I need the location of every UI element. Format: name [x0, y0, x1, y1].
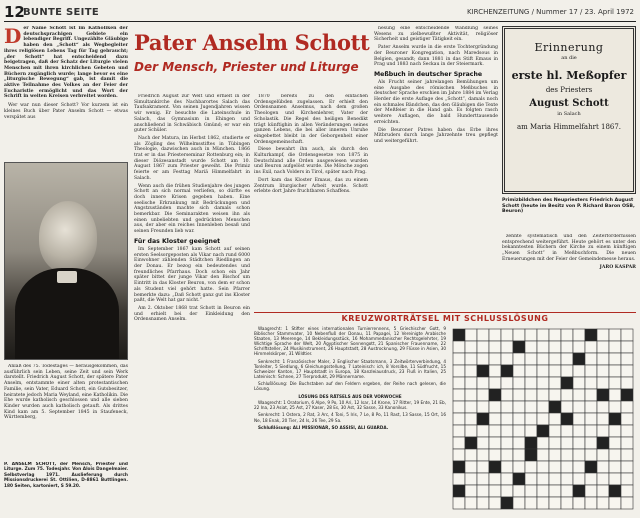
- card-line: des Priesters: [545, 86, 593, 94]
- crossword-cell: [621, 413, 633, 425]
- crossword-cell: [561, 485, 573, 497]
- crossword-cell: [525, 401, 537, 413]
- solution-down: Senkrecht: 1 Ostera, 2 Rat, 3 Arc, 4 Toni, 5 Iris, 7 Le, 8 Po, 11 Rast, 13 Sasse, 15 Ort, 16 Ne, 18 Enak, 20 Tier, 24 Is, 26 Tee, 29 Sa.: [254, 412, 446, 423]
- crossword-cell: [597, 497, 609, 509]
- crossword-cell: [537, 497, 549, 509]
- crossword-cell: [501, 425, 513, 437]
- crossword-cell: [561, 341, 573, 353]
- crossword-block: [525, 437, 537, 449]
- crossword-cell: [513, 365, 525, 377]
- crossword-cell: [489, 341, 501, 353]
- crossword-cell: [489, 413, 501, 425]
- article-intro: [4, 26, 128, 160]
- portrait-collar: [57, 271, 77, 283]
- book-info-caption: P. ANSELM SCHOTT, der Mensch, Priester und Liturge. Zum 75. Todesjahr. Von Alois Dangelmaier. Selbstverlag 1971. Auslieferung durch Missionsdruckerei St. Ottilien, D-8861 Buttlingen. 180 Seiten, kartoniert, S 59.20.: [4, 462, 128, 489]
- crossword-cell: [585, 401, 597, 413]
- crossword-cell: [525, 329, 537, 341]
- crossword-cell: [489, 437, 501, 449]
- clues-instruction: Schlußlösung: Die Buchstaben auf den Feldern ergeben, der Reihe nach gelesen, die Lösung.: [254, 380, 446, 392]
- crossword-block: [453, 485, 465, 497]
- crossword-cell: [465, 341, 477, 353]
- crossword-cell: [609, 461, 621, 473]
- crossword-cell: [501, 461, 513, 473]
- crossword-cell: [609, 329, 621, 341]
- column-4-paragraph: Die Beuroner Patres haben das Erbe ihres Mitbruders durch lange Jahrzehnte treu gepflegt und weitergeführt.: [374, 127, 498, 144]
- column-3: [254, 94, 368, 310]
- crossword-cell: [501, 485, 513, 497]
- crossword-cell: [501, 401, 513, 413]
- crossword-cell: [561, 473, 573, 485]
- crossword-block: [489, 389, 501, 401]
- crossword-cell: [537, 341, 549, 353]
- crossword-cell: [537, 473, 549, 485]
- crossword-cell: [609, 497, 621, 509]
- crossword-cell: [561, 353, 573, 365]
- column-2-subhead: Für das Kloster geeignet: [134, 237, 221, 245]
- crossword-cell: [513, 485, 525, 497]
- crossword-cell: [513, 377, 525, 389]
- crossword-cell: [453, 353, 465, 365]
- crossword-cell: [573, 413, 585, 425]
- crossword-cell: [513, 497, 525, 509]
- page-header: [4, 4, 636, 22]
- crossword-cell: [501, 413, 513, 425]
- crossword-cell: [597, 413, 609, 425]
- crossword-block: [501, 497, 513, 509]
- crossword-cell: [561, 389, 573, 401]
- crossword-cell: [597, 353, 609, 365]
- crossword-cell: [453, 497, 465, 509]
- crossword-cell: [501, 329, 513, 341]
- crossword-cell: [477, 461, 489, 473]
- solution-across: Waagrecht: 1 Oratorium, 6 Alpe, 9 Po, 10 Ari, 12 Isar, 14 Krone, 17 Ritter, 19 Ente, 21 Eb, 22 Ina, 23 Asiat, 25 Ast, 27 Kaser, 28 Es, 30 Ast, 32 Sasse, 33 Kanonikus.: [254, 400, 446, 411]
- crossword-cell: [525, 389, 537, 401]
- crossword-cell: [501, 473, 513, 485]
- crossword-cell: [609, 389, 621, 401]
- crossword-cell: [549, 461, 561, 473]
- crossword-cell: [489, 497, 501, 509]
- crossword-cell: [525, 473, 537, 485]
- crossword-cell: [513, 389, 525, 401]
- crossword-cell: [585, 413, 597, 425]
- crossword-cell: [453, 377, 465, 389]
- crossword-cell: [585, 353, 597, 365]
- crossword-cell: [465, 425, 477, 437]
- crossword-cell: [489, 473, 501, 485]
- crossword-cell: [477, 485, 489, 497]
- crossword-cell: [549, 449, 561, 461]
- crossword-cell: [549, 437, 561, 449]
- crossword-cell: [597, 449, 609, 461]
- crossword-block: [513, 473, 525, 485]
- crossword-cell: [609, 473, 621, 485]
- crossword-cell: [477, 377, 489, 389]
- column-1-lower: [4, 364, 128, 460]
- crossword-cell: [501, 449, 513, 461]
- crossword-cell: [621, 461, 633, 473]
- crossword-cell: [609, 437, 621, 449]
- column-4-paragraph: Als Frucht seiner jahrelangen Bemühungen um eine Ausgabe des römischen Meßbuches in deutscher Sprache erschien im Jahre 1884 im Verlag Herder die erste Auflage des „Schott“, damals noch ein schmales Bändchen, das den Gläubigen die Texte der Meßfeier in die Hand gab. Es folgten rasch weitere Auflagen, die bald Hunderttausende erreichten.: [374, 79, 498, 125]
- crossword-block: [477, 413, 489, 425]
- crossword-block: [597, 437, 609, 449]
- final-solution: Schlußlösung: ALI MISSIONAR, SO ASSISI, ALI GUARDA.: [258, 424, 389, 430]
- crossword-cell: [501, 353, 513, 365]
- crossword-cell: [525, 461, 537, 473]
- crossword-cell: [573, 377, 585, 389]
- crossword-cell: [453, 413, 465, 425]
- crossword-block: [609, 485, 621, 497]
- crossword-cell: [525, 377, 537, 389]
- crossword-cell: [501, 389, 513, 401]
- crossword-cell: [513, 425, 525, 437]
- crossword-cell: [489, 425, 501, 437]
- crossword-cell: [573, 437, 585, 449]
- crossword-cell: [621, 377, 633, 389]
- crossword-cell: [573, 449, 585, 461]
- crossword-clues: [254, 326, 446, 514]
- card-caption: Primizbildchen des Neupriesters Friedrich August Schott (heute im Besitz von P. Richard Baron OSB, Beuron): [502, 198, 635, 215]
- crossword-cell: [573, 341, 585, 353]
- column-4-paragraph: nesung eine entscheidende Wandlung seines Wesens zu zielbewußter Aktivität, religiöser Sicherheit und geistiger Tätigkeit ein.: [374, 26, 498, 43]
- crossword-cell: [621, 425, 633, 437]
- crossword-cell: [573, 461, 585, 473]
- crossword-block: [561, 377, 573, 389]
- crossword-cell: [561, 401, 573, 413]
- crossword-block: [525, 449, 537, 461]
- solution-heading: LÖSUNG DES RÄTSELS AUS DER VORWOCHE: [298, 394, 402, 400]
- article-title: Pater Anselm Schott: [134, 30, 370, 55]
- crossword-block: [453, 461, 465, 473]
- crossword-cell: [549, 365, 561, 377]
- crossword-cell: [549, 341, 561, 353]
- crossword-cell: [609, 401, 621, 413]
- crossword-cell: [549, 329, 561, 341]
- crossword-cell: [489, 353, 501, 365]
- section-title: BUNTE SEITE: [23, 7, 99, 18]
- crossword-cell: [549, 377, 561, 389]
- portrait-head: [39, 201, 97, 273]
- crossword-cell: [525, 485, 537, 497]
- crossword-cell: [597, 365, 609, 377]
- crossword-cell: [537, 353, 549, 365]
- crossword-cell: [609, 365, 621, 377]
- crossword-cell: [585, 341, 597, 353]
- crossword-cell: [549, 473, 561, 485]
- crossword-cell: [561, 461, 573, 473]
- crossword-block: [609, 413, 621, 425]
- crossword-cell: [621, 365, 633, 377]
- crossword-cell: [453, 389, 465, 401]
- crossword-cell: [477, 437, 489, 449]
- crossword-cell: [525, 413, 537, 425]
- crossword-title: KREUZWORTRÄTSEL MIT SCHLUSSLÖSUNG: [254, 312, 636, 324]
- crossword-cell: [585, 437, 597, 449]
- crossword-cell: [561, 365, 573, 377]
- crossword-cell: [453, 473, 465, 485]
- intro-text: er Name Schott ist im Katholiken der deutschsprachigen Gebiete ein lebendiger Begriff. Ungezählte Gläubige haben den „Schott“ als Wegbegleiter ihres religiösen Lebens Tag für Tag gebraucht; „der Schott“ hat entscheidend dazu beigetragen, daß der Schatz der Liturgie vielen Menschen mit ihren kirchlichen Gebeten und Büchern zugänglich wurde; lange bevor es eine „liturgische Bewegung“ gab, ist damit die aktive Teilnahme des Volkes an der Feier der Eucharistie ermöglicht und das Wort der Schrift in weiten Kreisen verbreitet worden.: [4, 26, 128, 100]
- crossword-block: [489, 461, 501, 473]
- crossword-cell: [585, 389, 597, 401]
- crossword-cell: [561, 497, 573, 509]
- crossword-cell: [513, 437, 525, 449]
- crossword-cell: [561, 449, 573, 461]
- crossword-block: [477, 365, 489, 377]
- crossword-cell: [585, 497, 597, 509]
- crossword-cell: [525, 341, 537, 353]
- crossword-cell: [573, 389, 585, 401]
- column-2: [134, 94, 250, 504]
- crossword-cell: [621, 437, 633, 449]
- primiz-card: [502, 26, 636, 194]
- crossword-cell: [585, 365, 597, 377]
- page-number: 12: [4, 3, 25, 21]
- crossword-cell: [537, 401, 549, 413]
- crossword-cell: [525, 353, 537, 365]
- crossword-block: [597, 389, 609, 401]
- card-line: August Schott: [529, 98, 609, 109]
- crossword-cell: [621, 497, 633, 509]
- crossword-cell: [585, 473, 597, 485]
- clues-across: Waagrecht: 1 Stifter eines internationalen Turnierrennens, 5 Griechischer Gott, 9 Biblischer Stammvater, 10 Nebenfluß der Donau, 11 Papagei, 12 Vereinigte Arabische Staaten, 13 Meerenge, 14 Bekleidungsstück, 16 Mohammedanischer Rechtsgelehrter, 19 Wichtige Sprache der Welt, 20 Ägyptischer Sonnengott, 21 Spanischer Frauenname, 22 Schriftsteller, 24 Musikinstrument, 26 Hauptstadt, 28 Austrocknung, 29 Flüsse in Asien, 30 Himmelskörper, 31 Wildtier.: [254, 326, 446, 357]
- crossword-cell: [561, 437, 573, 449]
- crossword-cell: [537, 365, 549, 377]
- crossword-cell: [465, 377, 477, 389]
- crossword-cell: [561, 329, 573, 341]
- crossword-cell: [501, 377, 513, 389]
- crossword-cell: [477, 341, 489, 353]
- column-3-paragraph: Diese bewahrt ihn auch, als durch den Kulturkampf, die Ordensgesetze von 1875 in Deutschland alle Orden ausgewiesen wurden und Beuron aufgelöst wurde. Die Mönche zogen ins Exil, nach Volders in Tirol, später nach Prag.: [254, 147, 368, 176]
- crossword-cell: [489, 401, 501, 413]
- column-5: [502, 234, 636, 310]
- article-author: JARO KASPAR: [599, 264, 636, 270]
- crossword-cell: [453, 425, 465, 437]
- crossword-cell: [573, 329, 585, 341]
- crossword-cell: [525, 497, 537, 509]
- column-2-paragraph: Friedrich August zur Welt und erhielt in der Simultankirche des Nachbarortes Salach das Taufsakrament. Von seinen Jugendjahren wissen wir wenig. Er besuchte die Lateinschule in Salach, das Gymnasium in Ehingen und anschließend in Schwäbisch Gmünd; er war ein guter Schüler.: [134, 94, 250, 134]
- crossword-cell: [549, 497, 561, 509]
- crossword-cell: [465, 329, 477, 341]
- crossword-cell: [465, 449, 477, 461]
- crossword-cell: [621, 485, 633, 497]
- crossword-cell: [621, 353, 633, 365]
- issue-info: KIRCHENZEITUNG / Nummer 17 / 23. April 1972: [467, 8, 634, 16]
- crossword-cell: [537, 329, 549, 341]
- crossword-cell: [597, 329, 609, 341]
- crossword-block: [465, 437, 477, 449]
- crossword-cell: [513, 413, 525, 425]
- crossword-cell: [621, 341, 633, 353]
- crossword-cell: [453, 401, 465, 413]
- portrait-photo: [4, 162, 128, 360]
- crossword-cell: [597, 341, 609, 353]
- crossword-cell: [621, 449, 633, 461]
- column-2-paragraph: Nach der Matura, im Herbst 1862, studierte er als Zögling des Wilhelmsstiftes in Tübingen Theologie, dazwischen auch in München. 1866 trat er in das Priesterseminar Rottenburg ein; in dieser Diözesanstadt wurde Schott am 10. August 1867 zum Priester geweiht. Die Primiz feierte er am Festtag Mariä Himmelfahrt in Salach.: [134, 135, 250, 181]
- article-subtitle: Der Mensch, Priester und Liturge: [134, 60, 359, 74]
- crossword-cell: [609, 425, 621, 437]
- crossword-cell: [465, 485, 477, 497]
- crossword-cell: [525, 365, 537, 377]
- crossword-cell: [525, 425, 537, 437]
- crossword-cell: [477, 329, 489, 341]
- crossword-block: [501, 365, 513, 377]
- crossword-block: [585, 329, 597, 341]
- card-line: in Salach: [557, 111, 581, 117]
- crossword-cell: [453, 449, 465, 461]
- crossword-cell: [501, 341, 513, 353]
- crossword-cell: [477, 353, 489, 365]
- column-2-paragraph: Am 2. Oktober 1868 trat Schott in Beuron ein und erhielt bei der Einkleidung den Ordensnamen Anselm.: [134, 305, 250, 323]
- crossword-cell: [537, 485, 549, 497]
- crossword-cell: [621, 401, 633, 413]
- crossword-cell: [597, 485, 609, 497]
- crossword-block: [537, 425, 549, 437]
- crossword-cell: [621, 329, 633, 341]
- column-3-paragraph: Dort kam das Kloster Emaus, das zu einem Zentrum liturgischer Arbeit wurde. Schott erlebte dort Jahre fruchtbaren Schaffens.: [254, 177, 368, 195]
- crossword-cell: [453, 365, 465, 377]
- column-4: [374, 26, 498, 310]
- crossword-cell: [585, 425, 597, 437]
- crossword-cell: [489, 329, 501, 341]
- crossword-cell: [573, 365, 585, 377]
- crossword-cell: [537, 377, 549, 389]
- crossword-grid: [450, 326, 636, 514]
- clues-down: Senkrecht: 1 Französischer Maler, 2 Englischer Staatsmann, 3 Zeitwörterverbindung, 4 Tonleiter, 5 Siedlung, 6 Gleichungsstellung, 7 Lateinisch: ich, 8 Vorsilbe, 11 Südfrucht, 15 Schweizer Kanton, 17 Hauptstadt in Europa, 18 Kanzleiausdruck, 23 Fluß in Italien, 25 Lateinisch: Schnee, 27 Tierprodukt, 29 Männername.: [254, 358, 446, 379]
- crossword-block: [573, 353, 585, 365]
- crossword-block: [549, 401, 561, 413]
- crossword-cell: [537, 449, 549, 461]
- crossword-block: [561, 413, 573, 425]
- crossword-cell: [477, 497, 489, 509]
- crossword-cell: [465, 413, 477, 425]
- crossword-cell: [465, 497, 477, 509]
- crossword-cell: [477, 389, 489, 401]
- crossword-cell: [549, 353, 561, 365]
- crossword-cell: [513, 461, 525, 473]
- crossword-cell: [465, 401, 477, 413]
- crossword-block: [453, 329, 465, 341]
- crossword-cell: [621, 473, 633, 485]
- crossword-cell: [549, 485, 561, 497]
- crossword-cell: [537, 437, 549, 449]
- crossword-block: [573, 485, 585, 497]
- crossword-cell: [609, 353, 621, 365]
- crossword-cell: [501, 437, 513, 449]
- column-4-paragraph: Pater Anselm wurde in die erste Tochtergründung der Beuroner Kongregation, nach Maredsous in Belgien, gesandt; dann 1881 in das Stift Emaus in Prag und 1883 nach Seckau in der Steiermark.: [374, 45, 498, 68]
- crossword-cell: [597, 425, 609, 437]
- crossword-cell: [537, 389, 549, 401]
- crossword-cell: [489, 485, 501, 497]
- crossword-cell: [513, 449, 525, 461]
- column-4-subhead: Meßbuch in deutscher Sprache: [374, 70, 483, 78]
- crossword-cell: [489, 365, 501, 377]
- crossword-cell: [609, 341, 621, 353]
- crossword-cell: [477, 425, 489, 437]
- crossword-block: [513, 341, 525, 353]
- crossword-cell: [573, 425, 585, 437]
- crossword-block: [585, 461, 597, 473]
- crossword-block: [621, 389, 633, 401]
- crossword-cell: [573, 497, 585, 509]
- crossword-cell: [549, 413, 561, 425]
- crossword-cell: [453, 341, 465, 353]
- crossword-cell: [609, 377, 621, 389]
- crossword-cell: [549, 425, 561, 437]
- crossword-cell: [537, 413, 549, 425]
- crossword-cell: [489, 377, 501, 389]
- crossword-cell: [585, 449, 597, 461]
- crossword-cell: [537, 461, 549, 473]
- column-1-text: Anlaß des 75. Todestages — herausgekommen, das ausführlich sein Leben, seine Zeit und sein Werk darstellt. Friedrich August Schott, der spätere Pater Anselm, entstammte einer alten protestantischen Familie, sein Vater, Eduard Schott, ein Gutsbesitzer, heiratete jedoch Maria Weyland, eine Katholikin. Die Ehe wurde katholisch geschlossen und alle sieben Kinder wurden auch katholisch getauft. Als drittes Kind kam am 5. September 1845 in Staufeneck, Württemberg,: [4, 364, 128, 421]
- card-line: an die: [561, 55, 577, 61]
- drop-cap: D: [4, 26, 22, 48]
- crossword-cell: [585, 377, 597, 389]
- crossword-cell: [489, 449, 501, 461]
- crossword-cell: [585, 485, 597, 497]
- crossword-cell: [465, 389, 477, 401]
- crossword-cell: [573, 401, 585, 413]
- column-2-paragraph: Wenn auch die frühen Studienjahre des jungen Schott an sich normal verliefen, so dürfte es doch innere Krisen gegeben haben. Eine seelische Erkrankung mit Bedrückungen und Angstzuständen machte sich damals schon bemerkbar. Die Seminarakten weisen ihn als einen unbeliebten und gedrückten Menschen aus, der aber ein reiches Innenleben besaß und seinen Freunden lieb war.: [134, 183, 250, 235]
- card-line: Erinnerung: [534, 41, 604, 54]
- crossword-cell: [609, 449, 621, 461]
- card-line: am Maria Himmelfahrt 1867.: [516, 123, 622, 131]
- crossword-cell: [465, 461, 477, 473]
- crossword-cell: [477, 473, 489, 485]
- crossword-cell: [597, 401, 609, 413]
- crossword-cell: [465, 353, 477, 365]
- crossword-cell: [453, 437, 465, 449]
- crossword-cell: [477, 449, 489, 461]
- crossword-cell: [477, 401, 489, 413]
- intro-text-2: Wer war nun dieser Schott? Vor kurzem ist ein kleines Buch über Pater Anselm Schott — etwas verspätet aus: [4, 103, 128, 120]
- card-line: erste hl. Meßopfer: [511, 69, 627, 82]
- crossword-cell: [561, 425, 573, 437]
- crossword-cell: [513, 329, 525, 341]
- column-2-paragraph: Im September 1867 kam Schott auf seinen ersten Seelsorgeposten als Vikar nach rund 6000 Einwohner zählenden Städtchen Riedlingen an der Donau. Er bezog ein bedeutendes und freundliches Pfarrhaus. Doch schon ein Jahr später bittet der junge Vikar den Bischof um Eintritt in das Kloster Beuron, von dem er schon als Student viel gehört hatte. Sein Pfarrer bemerkte dazu: „Daß Schott ganz gut ins Kloster paßt, die Welt hat gar nicht.“: [134, 246, 250, 304]
- crossword-cell: [597, 473, 609, 485]
- crossword-cell: [465, 365, 477, 377]
- crossword-cell: [513, 353, 525, 365]
- crossword-cell: [597, 377, 609, 389]
- column-3-paragraph: 1870 bereits zu den einfachen Ordensgelübden zugelassen. Er erhielt den Ordensnamen Anselmus, nach dem großen Theologen und Kirchenlehrer, Vater der Scholastik. Die Regel des heiligen Benedikt trägt künftighin in allen Veränderungen seines ganzen Lebens, die bei aller inneren Unruhe eingebettet bleibt in der Geborgenheit einer Ordensgemeinschaft.: [254, 94, 368, 145]
- crossword-cell: [513, 401, 525, 413]
- crossword-cell: [549, 389, 561, 401]
- crossword-cell: [465, 473, 477, 485]
- crossword-cell: [597, 461, 609, 473]
- crossword-cell: [573, 473, 585, 485]
- column-5-paragraph: zehnte systematisch und den Zeiterfordernissen entsprechend weitergeführt. Heute gehört es unter den bekanntesten Büchern der Kirche zu einem künftigen „Neuen Schott“ in Meßbuchform. Die neuen Erneuerungen mit der Feier der Gemeindemesse heraus.: [502, 234, 636, 262]
